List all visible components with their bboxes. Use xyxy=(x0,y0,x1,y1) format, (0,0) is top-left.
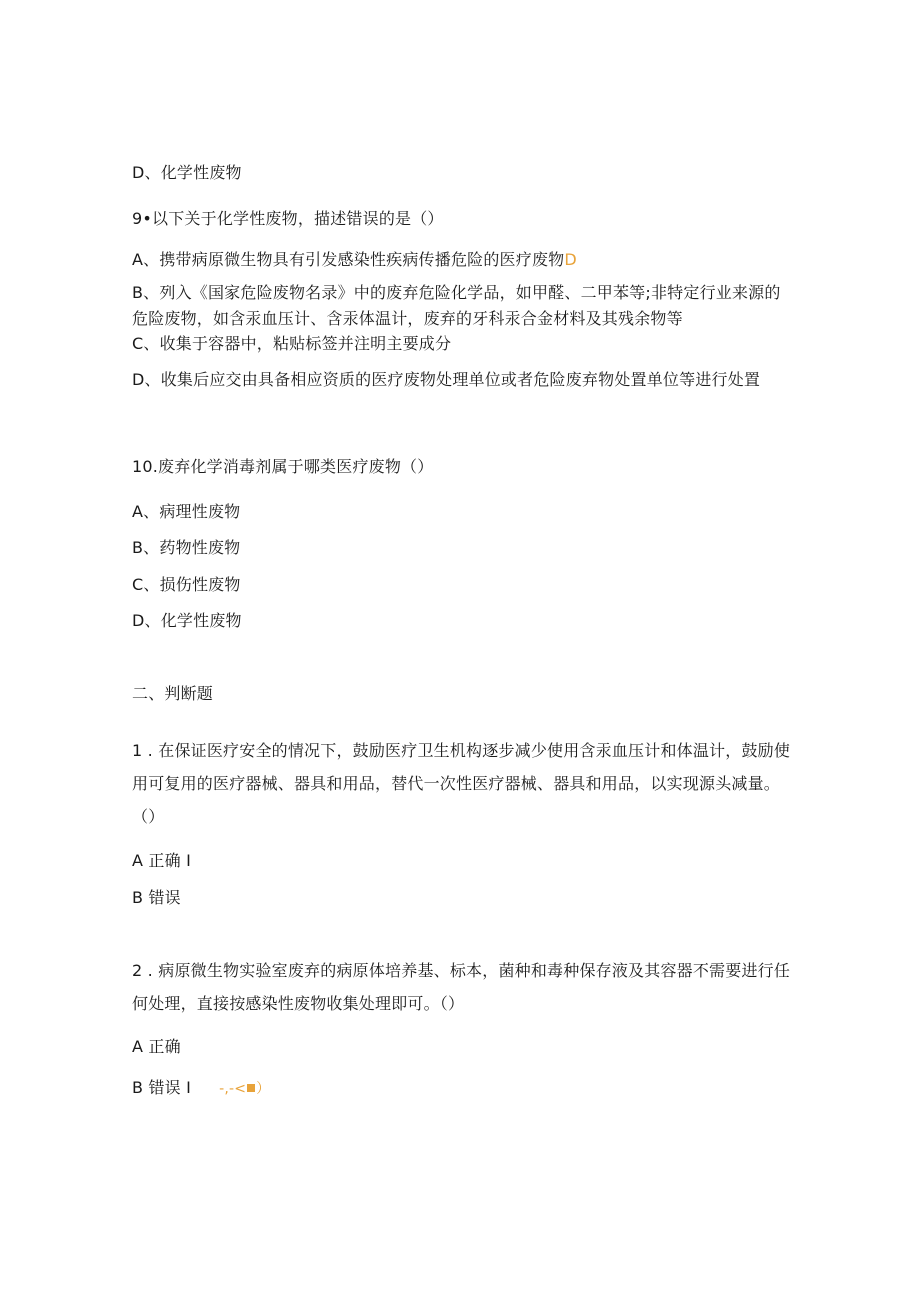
q9-stem: 9•以下关于化学性废物，描述错误的是（） xyxy=(132,209,444,228)
stray-annotation-paren: ） xyxy=(256,1081,271,1097)
q9-option-a-text: A、携带病原微生物具有引发感染性疾病传播危险的医疗废物 xyxy=(132,250,565,269)
q9-option-c: C、收集于容器中，粘贴标签并注明主要成分 xyxy=(132,334,452,353)
tf1-option-b: B 错误 xyxy=(132,888,181,907)
q10-option-d: D、化学性废物 xyxy=(132,611,242,630)
tf2-option-a: A 正确 xyxy=(132,1037,181,1056)
q9-answer-mark: D xyxy=(564,250,577,269)
tf2-option-b-text: B 错误 I xyxy=(132,1078,192,1097)
q9-option-d: D、收集后应交由具备相应资质的医疗废物处理单位或者危险废弃物处置单位等进行处置 xyxy=(132,370,761,389)
q8-option-d: D、化学性废物 xyxy=(132,163,242,182)
q9-option-b: B、列入《国家危险废物名录》中的废弃危险化学品，如甲醛、二甲苯等;非特定行业来源的危险废物，如含汞血压计、含汞体温计，废弃的牙科汞合金材料及其残余物等 xyxy=(132,283,781,328)
q10-option-a: A、病理性废物 xyxy=(132,502,241,521)
q10-option-c: C、损伤性废物 xyxy=(132,575,241,594)
tf2-option-b xyxy=(132,1077,270,1100)
q10-stem: 10.废弃化学消毒剂属于哪类医疗废物（） xyxy=(132,457,434,476)
stray-annotation-text: -,-< xyxy=(219,1081,247,1097)
tf1-option-a: A 正确 I xyxy=(132,851,192,870)
section-title-true-false: 二、判断题 xyxy=(132,684,214,703)
stray-annotation-mark xyxy=(219,1081,270,1097)
square-mark-icon xyxy=(247,1084,255,1092)
q10-option-b: B、药物性废物 xyxy=(132,538,241,557)
tf2-stem: 2 . 病原微生物实验室废弃的病原体培养基、标本，菌种和毒种保存液及其容器不需要进行任何处理，直接按感染性废物收集处理即可。（） xyxy=(132,961,791,1013)
q9-option-a xyxy=(132,249,577,271)
tf1-stem: 1 . 在保证医疗安全的情况下，鼓励医疗卫生机构逐步减少使用含汞血压计和体温计，鼓励使用可复用的医疗器械、器具和用品，替代一次性医疗器械、器具和用品，以实现源头减量。（） xyxy=(132,741,791,826)
